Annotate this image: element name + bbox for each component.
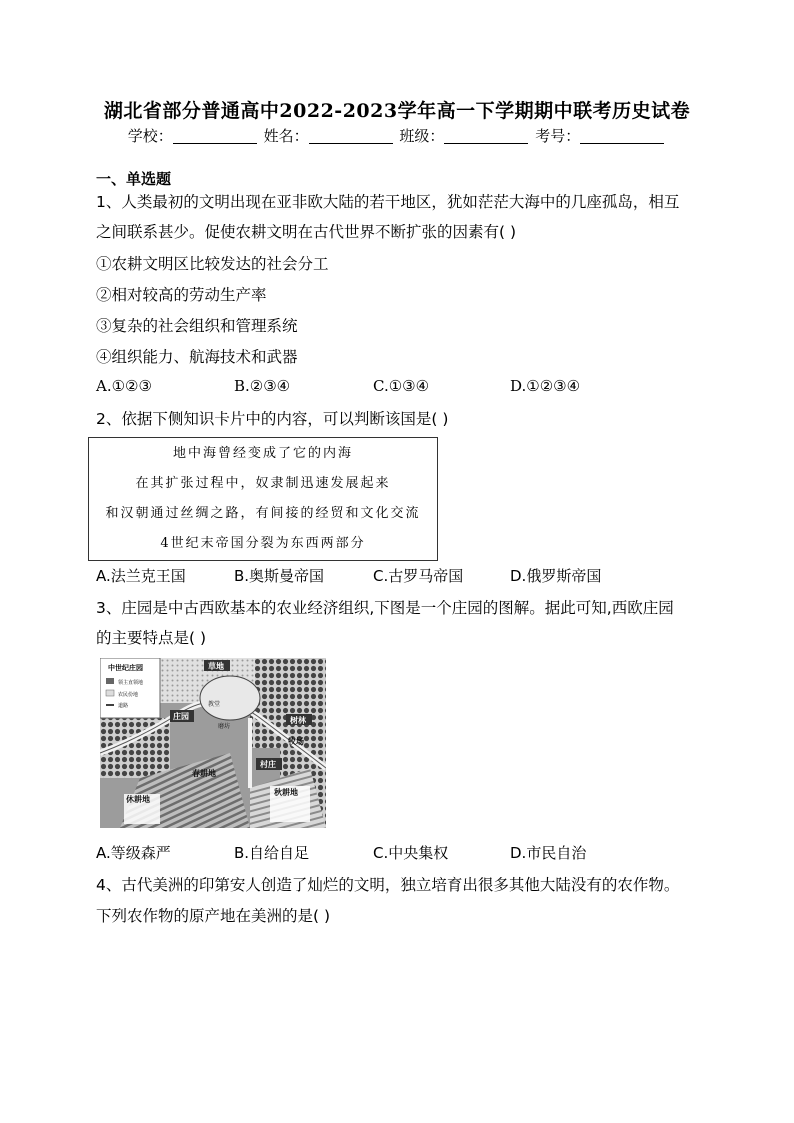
q1-item-1: ①农耕文明区比较发达的社会分工 [96,255,329,273]
q2-option-d[interactable]: D.俄罗斯帝国 [510,567,602,585]
card-line-1: 地中海曾经变成了它的内海 [172,446,353,461]
q3-option-d[interactable]: D.市民自治 [510,844,587,862]
map-legend-title: 中世纪庄园 [108,664,143,672]
map-label-church: 教堂 [208,701,221,708]
map-legend-item-1: 领主直领地 [118,680,144,686]
map-label-forest: 树林 [290,716,306,725]
map-label-spring-field: 春耕地 [192,769,216,778]
school-label: 学校： [127,127,173,145]
map-legend-item-3: 道路 [118,703,129,709]
q4-stem-line1: 4、古代美洲的印第安人创造了灿烂的文明，独立培育出很多其他大陆没有的农作物。 [96,876,680,894]
q1-option-c[interactable]: C.①③④ [373,377,430,395]
q1-item-3: ③复杂的社会组织和管理系统 [96,317,298,335]
name-field[interactable] [309,129,393,144]
q2-stem: 2、依据下侧知识卡片中的内容，可以判断该国是( ) [96,410,449,428]
knowledge-card [88,437,438,561]
card-line-4: 4世纪末帝国分裂为东西两部分 [160,536,366,551]
q1-option-a[interactable]: A.①②③ [96,377,152,395]
school-field[interactable] [173,129,257,144]
exam-number-field[interactable] [580,129,664,144]
exam-title: 湖北省部分普通高中2022-2023学年高一下学期期中联考历史试卷 [103,100,691,122]
section-title: 一、单选题 [96,170,172,188]
map-label-autumn-field: 秋耕地 [274,788,298,797]
card-line-3: 和汉朝通过丝绸之路，有间接的经贸和文化交流 [105,506,421,521]
q2-option-b[interactable]: B.奥斯曼帝国 [234,567,325,585]
q4-stem-line2: 下列农作物的原产地在美洲的是( ) [96,907,331,925]
q3-stem-line1: 3、庄园是中古西欧基本的农业经济组织,下图是一个庄园的图解。据此可知,西欧庄园 [96,599,674,617]
map-label-village: 村庄 [260,760,276,769]
class-label: 班级： [399,127,445,145]
map-label-manor: 庄园 [173,712,189,721]
name-label: 姓名： [263,127,309,145]
q3-option-a[interactable]: A.等级森严 [96,844,171,862]
q1-stem-line1: 1、人类最初的文明出现在亚非欧大陆的若干地区，犹如茫茫大海中的几座孤岛，相互 [96,193,680,211]
map-label-mill: 磨坊 [218,723,231,730]
q3-option-b[interactable]: B.自给自足 [234,844,310,862]
q2-option-a[interactable]: A.法兰克王国 [96,567,186,585]
q3-option-c[interactable]: C.中央集权 [373,844,449,862]
class-field[interactable] [444,129,528,144]
map-label-fallow-field: 休耕地 [126,795,150,804]
map-legend-item-2: 农民份地 [118,692,139,698]
student-info-row [0,125,794,146]
q1-item-2: ②相对较高的劳动生产率 [96,286,267,304]
card-line-2: 在其扩张过程中，奴隶制迅速发展起来 [135,476,391,491]
exam-number-label: 考号： [535,127,581,145]
q1-option-b[interactable]: B.②③④ [234,377,291,395]
q1-item-4: ④组织能力、航海技术和武器 [96,348,298,366]
q1-option-d[interactable]: D.①②③④ [510,377,581,395]
manor-map [100,658,326,828]
map-label-pasture: 牧场 [288,737,304,746]
q1-stem-line2: 之间联系甚少。促使农耕文明在古代世界不断扩张的因素有( ) [96,223,517,241]
q2-option-c[interactable]: C.古罗马帝国 [373,567,464,585]
map-label-meadow: 草地 [208,662,224,671]
q3-stem-line2: 的主要特点是( ) [96,629,207,647]
